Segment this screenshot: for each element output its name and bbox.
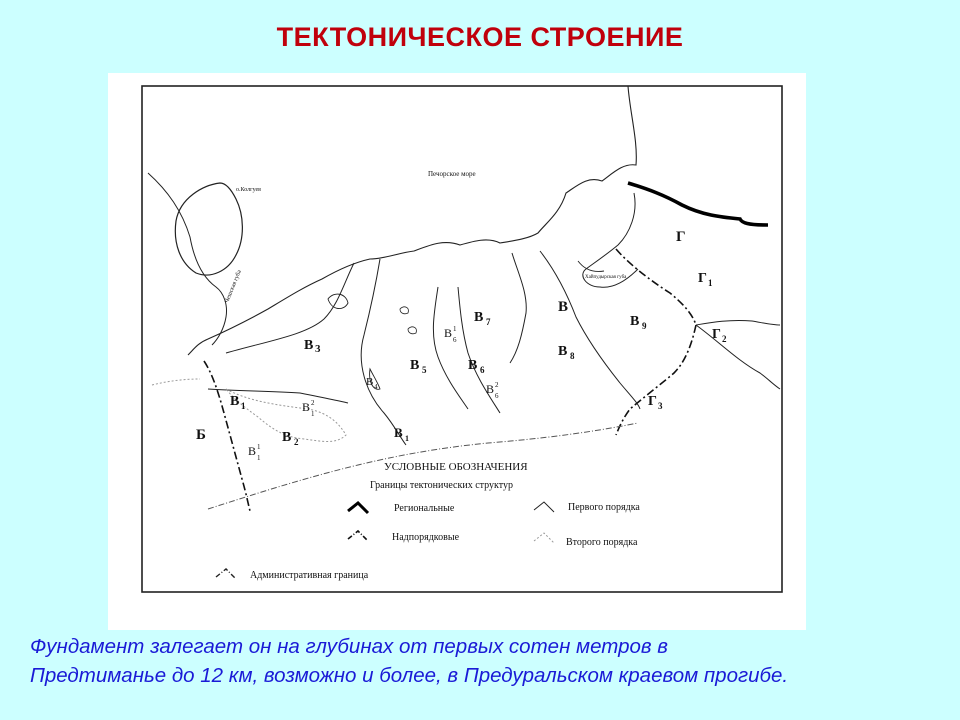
- map-svg: [108, 73, 806, 630]
- legend-first-order: [534, 502, 640, 513]
- svg-text:2: 2: [722, 334, 727, 344]
- legend-heading: УСЛОВНЫЕ ОБОЗНАЧЕНИЯ: [384, 461, 528, 473]
- region-B: Б: [196, 427, 206, 443]
- svg-text:В: В: [248, 444, 257, 458]
- svg-text:В: В: [230, 394, 240, 409]
- legend-second-order: [534, 533, 638, 548]
- svg-text:6: 6: [453, 336, 457, 344]
- svg-text:В: В: [366, 376, 374, 388]
- region-G1: [698, 271, 713, 288]
- kolguev-island: [175, 183, 242, 275]
- region-G: Г: [676, 229, 686, 245]
- svg-text:В: В: [304, 338, 314, 353]
- first-order-2: [696, 325, 780, 389]
- region-V1-1: [248, 443, 261, 462]
- region-V3: [304, 338, 321, 355]
- svg-text:В: В: [630, 314, 640, 329]
- supra-boundary-2: [616, 325, 696, 435]
- tectonic-map: [108, 73, 806, 630]
- svg-text:1: 1: [405, 434, 409, 443]
- svg-text:6: 6: [480, 365, 485, 375]
- svg-text:2: 2: [495, 381, 499, 389]
- first-order-5: [433, 287, 468, 409]
- supra-boundary-1: [616, 249, 696, 325]
- svg-text:2: 2: [294, 437, 299, 447]
- region-V8: [558, 344, 575, 361]
- svg-text:7: 7: [486, 317, 491, 327]
- island-label: о.Колгуев: [236, 187, 261, 193]
- svg-text:3: 3: [658, 401, 663, 411]
- region-V2: [282, 430, 299, 447]
- legend-subheading: Границы тектонических структур: [370, 480, 513, 491]
- lake-label: Хайпудырская губа: [585, 275, 627, 280]
- svg-text:В: В: [558, 344, 568, 359]
- region-G2: [712, 327, 727, 344]
- region-V1-lower: [394, 425, 409, 443]
- svg-text:В: В: [410, 358, 420, 373]
- svg-text:2: 2: [311, 399, 315, 407]
- region-G3: [648, 394, 663, 411]
- svg-text:Г: Г: [648, 394, 657, 409]
- supra-boundary-3: [204, 361, 250, 511]
- first-order-4: [361, 259, 406, 445]
- svg-text:Региональные: Региональные: [394, 503, 455, 514]
- sea-label: Печорское море: [428, 170, 476, 178]
- svg-text:В: В: [444, 326, 453, 340]
- svg-text:Второго порядка: Второго порядка: [566, 537, 638, 548]
- svg-text:1: 1: [453, 325, 457, 333]
- region-V5: [410, 358, 427, 375]
- region-V7: [474, 310, 491, 327]
- svg-text:В: В: [474, 310, 484, 325]
- region-V4: [366, 376, 378, 391]
- regional-boundary: [628, 183, 768, 225]
- svg-text:1: 1: [708, 278, 713, 288]
- svg-text:Надпорядковые: Надпорядковые: [392, 532, 460, 543]
- pechora-bay: [583, 193, 638, 287]
- svg-text:В: В: [394, 425, 403, 440]
- svg-text:Г: Г: [712, 327, 721, 342]
- svg-text:4: 4: [374, 383, 378, 391]
- region-V6: [468, 358, 485, 375]
- svg-text:3: 3: [315, 343, 321, 355]
- svg-text:1: 1: [257, 443, 261, 451]
- legend-regional: [348, 503, 455, 514]
- svg-text:В: В: [302, 400, 311, 414]
- coast-label: Чешская губа: [224, 269, 243, 304]
- legend-admin: [216, 569, 369, 581]
- svg-text:Первого порядка: Первого порядка: [568, 502, 640, 513]
- svg-text:Административная граница: Административная граница: [250, 570, 369, 581]
- first-order-1: [696, 320, 780, 325]
- svg-text:5: 5: [422, 365, 427, 375]
- map-legend: [216, 461, 640, 581]
- region-V1: [230, 394, 246, 411]
- first-order-9: [208, 389, 348, 403]
- region-V1-2: [302, 399, 315, 418]
- map-frame: [142, 86, 782, 592]
- svg-text:8: 8: [570, 351, 575, 361]
- slide-title: ТЕКТОНИЧЕСКОЕ СТРОЕНИЕ: [276, 22, 684, 52]
- svg-text:1: 1: [311, 410, 315, 418]
- region-V9: [630, 314, 647, 331]
- svg-text:1: 1: [241, 401, 246, 411]
- caption-line-2: Предтиманье до 12 км, возможно и более, в Предуральском краевом прогибе.: [30, 664, 789, 687]
- svg-text:В: В: [486, 382, 495, 396]
- region-V: В: [558, 299, 569, 315]
- first-order-7: [510, 253, 526, 363]
- svg-text:9: 9: [642, 321, 647, 331]
- north-coastline: [188, 86, 636, 355]
- svg-text:1: 1: [257, 454, 261, 462]
- legend-supraorder: [348, 531, 460, 543]
- svg-text:Г: Г: [698, 271, 707, 286]
- region-V6-1: [444, 325, 457, 344]
- svg-text:В: В: [282, 430, 292, 445]
- slide-caption: [30, 632, 940, 690]
- svg-text:В: В: [468, 358, 478, 373]
- svg-text:6: 6: [495, 392, 499, 400]
- caption-line-1: Фундамент залегает он на глубинах от первых сотен метров в: [30, 635, 669, 658]
- region-V6-2: [486, 381, 499, 400]
